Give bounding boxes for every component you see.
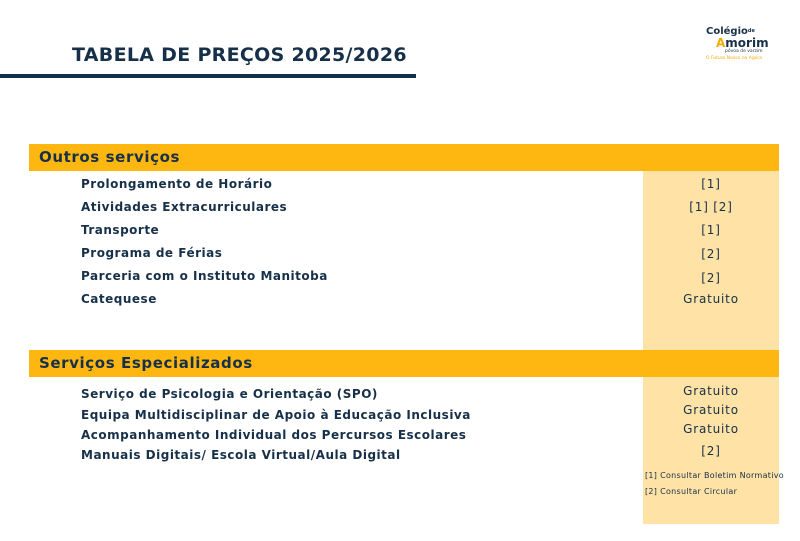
row-value: Gratuito bbox=[683, 422, 739, 436]
logo-line-1: Colégio$^{de}$ bbox=[706, 26, 755, 37]
section-title: Outros serviços bbox=[39, 148, 180, 166]
section-header-outros-servicos bbox=[29, 144, 779, 171]
row-label: Programa de Férias bbox=[81, 246, 223, 260]
row-label: Atividades Extracurriculares bbox=[81, 200, 288, 214]
school-logo bbox=[703, 26, 773, 66]
row-label: Prolongamento de Horário bbox=[81, 177, 273, 191]
row-label: Transporte bbox=[81, 223, 160, 237]
row-value: [2] bbox=[701, 444, 721, 458]
row-value: [1] bbox=[701, 223, 721, 237]
footnote: [1] Consultar Boletim Normativo bbox=[645, 471, 784, 480]
row-value: [2] bbox=[701, 271, 721, 285]
row-label: Acompanhamento Individual dos Percursos Escolares bbox=[81, 428, 467, 442]
section-header-servicos-especializados bbox=[29, 350, 779, 377]
logo-tagline: O Futuro Nosso no Agora bbox=[706, 56, 763, 61]
title-underline bbox=[0, 74, 416, 78]
row-value: Gratuito bbox=[683, 384, 739, 398]
footnote: [2] Consultar Circular bbox=[645, 487, 738, 496]
row-label: Parceria com o Instituto Manitoba bbox=[81, 269, 328, 283]
row-value: Gratuito bbox=[683, 403, 739, 417]
row-value: [1] bbox=[701, 177, 721, 191]
row-value: Gratuito bbox=[683, 292, 739, 306]
row-value: [2] bbox=[701, 247, 721, 261]
row-value: [1] [2] bbox=[689, 200, 733, 214]
row-label: Catequese bbox=[81, 292, 157, 306]
row-label: Serviço de Psicologia e Orientação (SPO) bbox=[81, 387, 378, 401]
section-title: Serviços Especializados bbox=[39, 354, 253, 372]
page-title: TABELA DE PREÇOS 2025/2026 bbox=[72, 44, 407, 66]
logo-line-2: Amorim bbox=[716, 36, 769, 50]
logo-location: póvoa de varzim bbox=[725, 49, 763, 54]
row-label: Manuais Digitais/ Escola Virtual/Aula Digital bbox=[81, 448, 401, 462]
row-label: Equipa Multidisciplinar de Apoio à Educação Inclusiva bbox=[81, 408, 471, 422]
